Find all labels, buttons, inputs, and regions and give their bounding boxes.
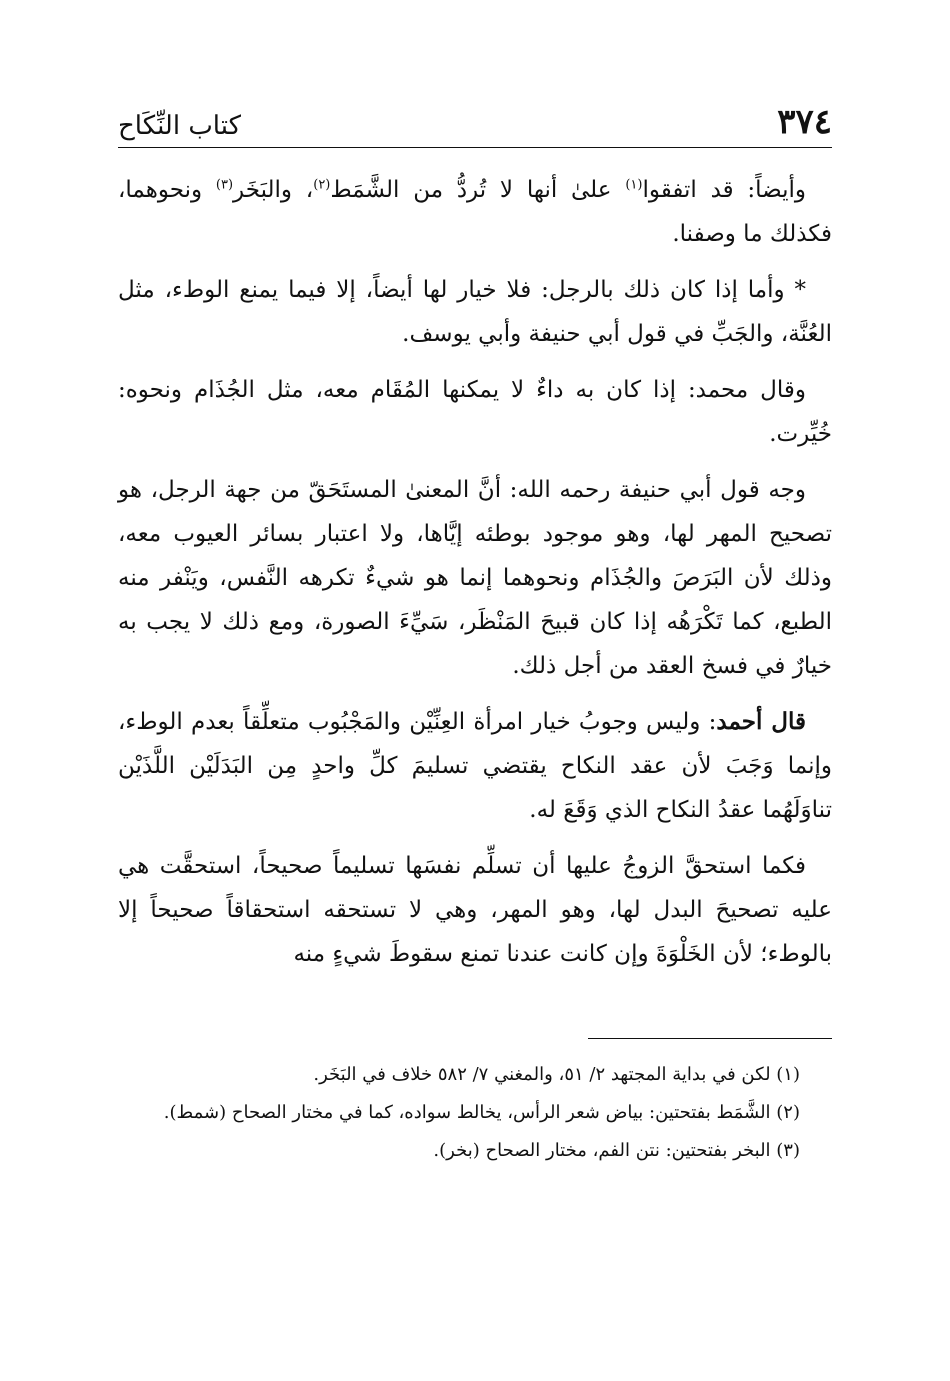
footnote-ref-3[interactable]: (٣) bbox=[215, 177, 234, 193]
footnote-ref-1[interactable]: (١) bbox=[625, 177, 643, 193]
footnote-ref-2[interactable]: (٢) bbox=[313, 177, 331, 193]
paragraph-2: * وأما إذا كان ذلك بالرجل: فلا خيار لها أيضاً، إلا فيما يمنع الوطء، مثل العُنَّة، والجَبِّ في قول أبي حنيفة وأبي يوسف. bbox=[118, 277, 832, 347]
running-header bbox=[118, 98, 832, 148]
paragraph-3: وقال محمد: إذا كان به داءٌ لا يمكنها المُقَام معه، مثل الجُذَام ونحوه: خُيِّرت. bbox=[118, 377, 832, 447]
page-number: ٣٧٤ bbox=[777, 102, 832, 142]
footnotes bbox=[118, 1056, 818, 1170]
footnote-divider bbox=[588, 1038, 832, 1039]
speaker-label: قال أحمد bbox=[716, 708, 806, 735]
paragraph-1: وأيضاً: قد اتفقوا$^{(١)}$ علىٰ أنها لا تُردُّ من الشَّمَط$^{(٢)}$، والبَخَر$^{(٣)}$ ونحوهما، فكذلك ما وصفنا. bbox=[118, 177, 832, 247]
footnote-3: (٣) البخر بفتحتين: نتن الفم، مختار الصحاح (بخر). bbox=[433, 1140, 800, 1161]
paragraph-6: فكما استحقَّ الزوجُ عليها أن تسلِّم نفسَها تسليماً صحيحاً، استحقَّت هي عليه تصحيحَ البدل لها، وهو المهر، وهي لا تستحقه استحقاقاً صحيحاً إلا بالوطء؛ لأن الخَلْوَةَ وإن كانت عندنا تمنع سقوطَ شيءٍ منه bbox=[118, 853, 832, 967]
footnote-1: (١) لكن في بداية المجتهد ٢/ ٥١، والمغني ٧/ ٥٨٢ خلاف في البَخَر. bbox=[313, 1064, 800, 1085]
paragraph-5: قال أحمد: وليس وجوبُ خيار امرأة العِنِّيْن والمَجْبُوب متعلِّقاً بعدم الوطء، وإنما وَجَبَ لأن عقد النكاح يقتضي تسليمَ كلِّ واحدٍ مِن البَدَلَيْن اللَّذَيْن تناوَلَهُما عقدُ النكاح الذي وَقَعَ له. bbox=[118, 708, 832, 823]
chapter-title: كتاب النِّكَاح bbox=[118, 111, 241, 141]
paragraph-4: وجه قول أبي حنيفة رحمه الله: أنَّ المعنىٰ المستَحَقّ من جهة الرجل، هو تصحيح المهر لها، وهو موجود بوطئه إيَّاها، ولا اعتبار بسائر العيوب معه، وذلك لأن البَرَصَ والجُذَام ونحوهما إنما هو شيءٌ تكرهه النَّفس، ويَنْفر منه الطبع، كما تَكْرَهُه إذا كان قبيحَ المَنْظَر، سَيِّءَ الصورة، ومع ذلك لا يجب به خيارٌ في فسخ العقد من أجل ذلك. bbox=[118, 477, 832, 679]
main-text bbox=[118, 168, 832, 988]
footnote-2: (٢) الشَّمَط بفتحتين: بياض شعر الرأس، يخالط سواده، كما في مختار الصحاح (شمط). bbox=[163, 1102, 800, 1123]
